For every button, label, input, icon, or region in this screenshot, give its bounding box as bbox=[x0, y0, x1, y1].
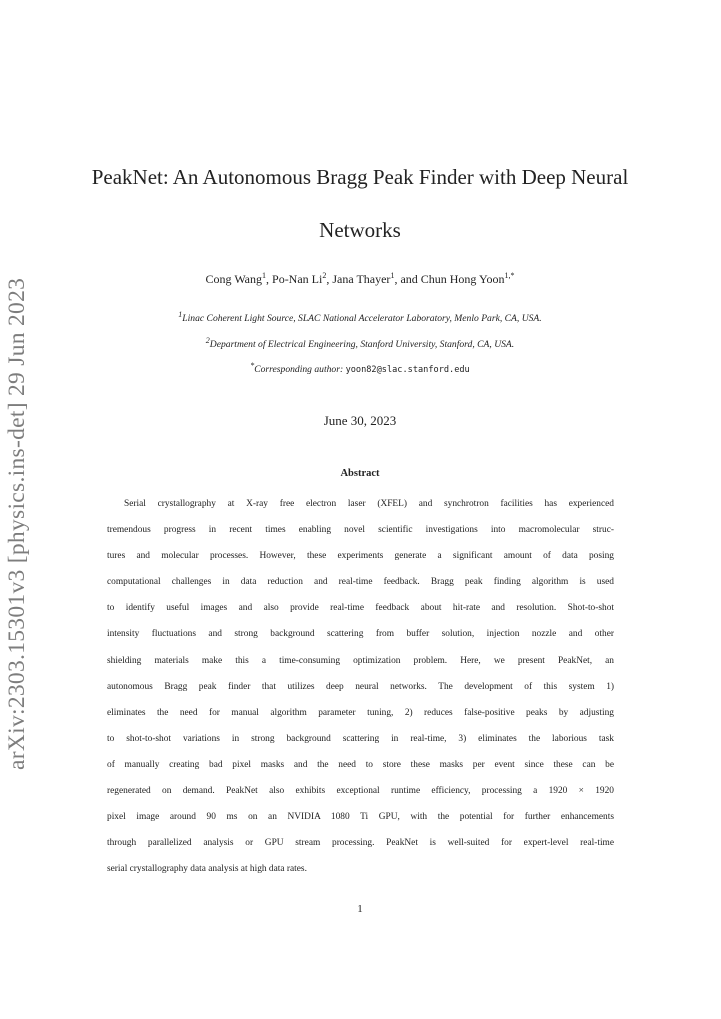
abstract-line: tremendous progress in recent times enabling novel scientific investigations into macromolecular struc- bbox=[107, 525, 614, 536]
affiliation-text: Linac Coherent Light Source, SLAC National Accelerator Laboratory, Menlo Park, CA, USA. bbox=[182, 313, 542, 324]
affiliation-2 bbox=[60, 335, 660, 350]
affiliation-mark: 2 bbox=[205, 335, 210, 345]
abstract-line: intensity fluctuations and strong background scattering from buffer solution, injection nozzle and other bbox=[107, 629, 614, 640]
arxiv-identifier-stamp[interactable]: arXiv:2303.15301v3 [physics.ins-det] 29 Jun 2023 bbox=[4, 277, 30, 770]
abstract-line: through parallelized analysis or GPU stream processing. PeakNet is well-suited for expert-level real-time bbox=[107, 838, 614, 849]
author-affiliation-mark: 2 bbox=[322, 271, 327, 280]
abstract-line: regenerated on demand. PeakNet also exhibits exceptional runtime efficiency, processing a 1920 × 1920 bbox=[107, 786, 614, 797]
author-affiliation-mark: 1 bbox=[262, 271, 267, 280]
author-name: Cong Wang bbox=[205, 272, 263, 286]
author-name: Jana Thayer bbox=[332, 272, 391, 286]
author-affiliation-mark: 1,* bbox=[504, 271, 515, 280]
abstract-line: computational challenges in data reduction and real-time feedback. Bragg peak finding algorithm is used bbox=[107, 577, 614, 588]
abstract-line: serial crystallography data analysis at high data rates. bbox=[107, 864, 307, 875]
abstract-heading: Abstract bbox=[340, 468, 380, 479]
publication-date: June 30, 2023 bbox=[323, 413, 397, 428]
author-affiliation-mark: 1 bbox=[390, 271, 395, 280]
abstract-line: to shot-to-shot variations in strong background scattering in real-time, 3) eliminates the laborious task bbox=[107, 733, 614, 744]
paper-title-line-1: PeakNet: An Autonomous Bragg Peak Finder with Deep Neural bbox=[91, 165, 629, 189]
corresponding-mark: * bbox=[250, 360, 255, 370]
abstract-line: tures and molecular processes. However, these experiments generate a significant amount of data posing bbox=[107, 551, 614, 562]
corresponding-author bbox=[60, 360, 660, 375]
author-separator: , bbox=[326, 272, 333, 286]
author-name: Chun Hong Yoon bbox=[420, 272, 505, 286]
abstract-line: pixel image around 90 ms on an NVIDIA 1080 Ti GPU, with the potential for further enhancements bbox=[107, 812, 614, 823]
corresponding-label: Corresponding author: bbox=[254, 364, 346, 375]
author-separator: , bbox=[266, 272, 273, 286]
corresponding-email-link[interactable]: yoon82@slac.stanford.edu bbox=[345, 365, 470, 375]
page-number: 1 bbox=[357, 903, 363, 915]
abstract-body bbox=[107, 491, 614, 882]
author-separator: , and bbox=[394, 272, 421, 286]
abstract-line: to identify useful images and also provide real-time feedback about hit-rate and resolution. Shot-to-shot bbox=[107, 603, 614, 614]
abstract-line: shielding materials make this a time-consuming optimization problem. Here, we present PeakNet, an bbox=[107, 655, 614, 666]
author-name: Po-Nan Li bbox=[272, 272, 323, 286]
abstract-line: eliminates the need for manual algorithm parameter tuning, 2) reduces false-positive peaks by adjusting bbox=[107, 707, 614, 718]
affiliation-1 bbox=[60, 309, 660, 324]
affiliation-mark: 1 bbox=[178, 309, 183, 319]
author-list bbox=[60, 272, 660, 287]
abstract-line: of manually creating bad pixel masks and the need to store these masks per event since these can be bbox=[107, 759, 614, 770]
paper-title-line-2: Networks bbox=[319, 218, 401, 242]
abstract-line: autonomous Bragg peak finder that utilizes deep neural networks. The development of this system 1) bbox=[107, 681, 614, 692]
affiliation-text: Department of Electrical Engineering, Stanford University, Stanford, CA, USA. bbox=[209, 339, 515, 350]
abstract-line: Serial crystallography at X-ray free electron laser (XFEL) and synchrotron facilities has experienced bbox=[124, 499, 614, 509]
